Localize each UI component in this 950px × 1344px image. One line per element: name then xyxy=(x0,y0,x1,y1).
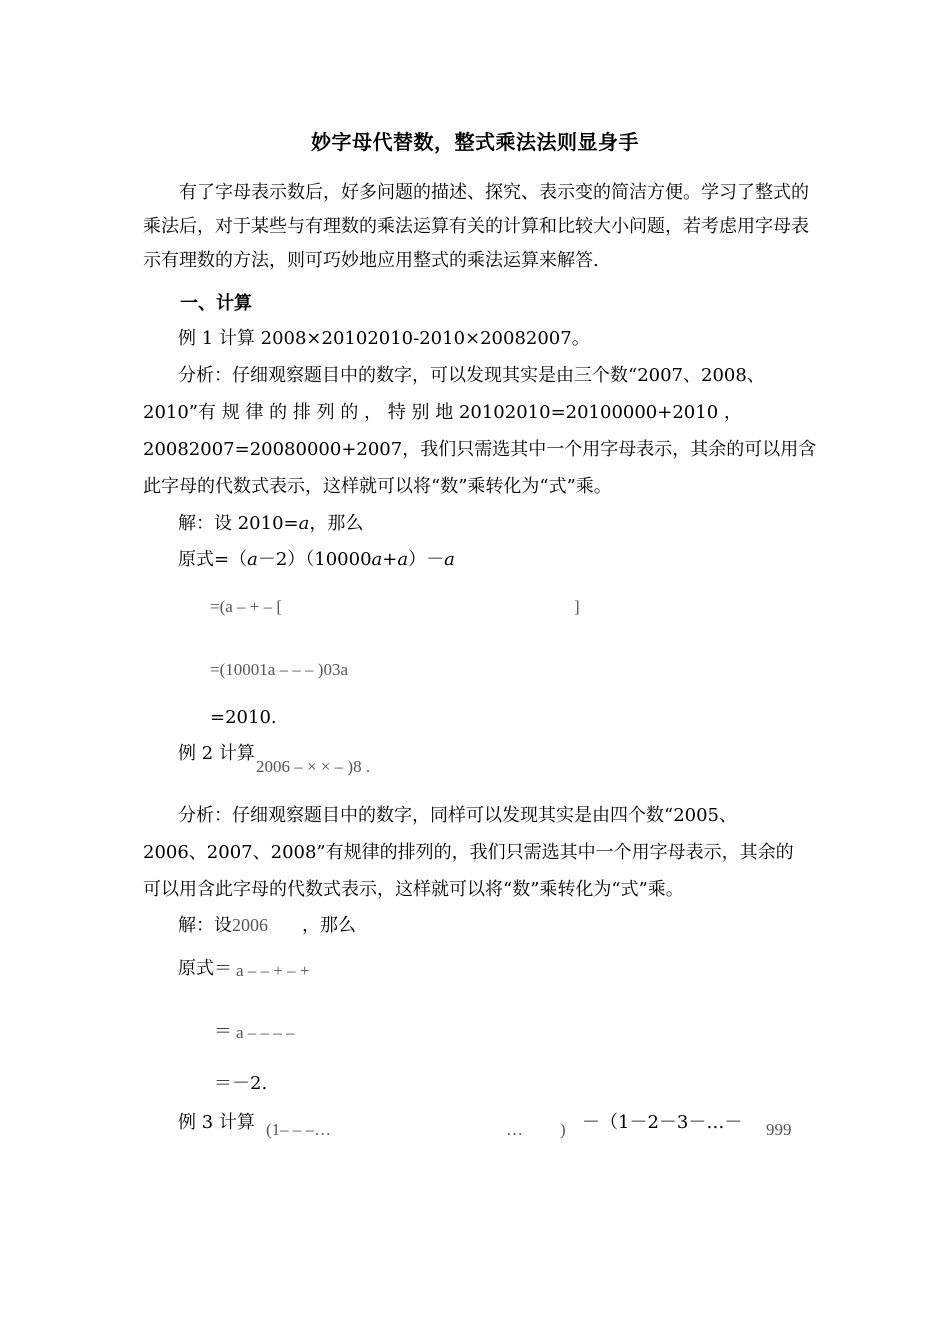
variable-a: a xyxy=(444,549,455,570)
solution-setup-suffix: ，那么 xyxy=(309,513,364,534)
example-2-solution-setup xyxy=(178,913,356,938)
example-2-step-1-formula: a – – – – xyxy=(236,1023,295,1042)
example-1-analysis-line-3: 20082007=20080000+2007，我们只需选其中一个用字母表示，其余的可以用含 xyxy=(143,439,817,460)
example-2-label: 例 2 计算 xyxy=(178,743,255,764)
variable-a: a xyxy=(397,549,409,570)
example-2-analysis-line-2: 2006、2007、2008”有规律的排列的，我们只需选其中一个用字母表示，其余的 xyxy=(143,842,794,863)
solution-setup-prefix: 解：设 2010= xyxy=(178,513,299,534)
example-3-label: 例 3 计算 xyxy=(178,1112,255,1133)
example-1-analysis-line-2: 2010”有 规 律 的 排 列 的 ， 特 别 地 20102010=20100000+2010 ， xyxy=(143,402,742,423)
example-2-analysis-line-3: 可以用含此字母的代数式表示，这样就可以将“数”乘转化为“式”乘。 xyxy=(143,879,684,900)
example-2-original-formula: a – – + – + xyxy=(236,961,310,980)
example-1-analysis-line-4: 此字母的代数式表示，这样就可以将“数”乘转化为“式”乘。 xyxy=(143,476,612,497)
example-2-analysis-line-1: 分析：仔细观察题目中的数字，同样可以发现其实是由四个数“2005、 xyxy=(178,805,738,826)
example-2-result: ＝－2. xyxy=(214,1073,268,1094)
expr-part: 原式=（ xyxy=(178,549,248,570)
variable-a: a xyxy=(247,549,258,570)
example-1-analysis-line-1: 分析：仔细观察题目中的数字，可以发现其实是由三个数“2007、2008、 xyxy=(178,365,765,386)
example-3-formula-part-c: ) xyxy=(560,1120,566,1139)
intro-paragraph: 有了字母表示数后，好多问题的描述、探究、表示变的简洁方便。学习了整式的乘法后，对于某些与有理数的乘法运算有关的计算和比较大小问题，若考虑用字母表示有理数的方法，则可巧妙地应用整式的乘法运算来解答. xyxy=(143,182,809,271)
example-3-tail-number: 999 xyxy=(766,1120,792,1139)
solution-setup-prefix: 解：设 xyxy=(178,915,232,936)
example-1-step-2: =(10001a – – – )03a xyxy=(210,660,349,679)
example-2-step-1-prefix: ＝ xyxy=(214,1021,232,1042)
example-1-solution-setup xyxy=(178,512,363,536)
variable-a: a xyxy=(298,513,310,534)
section-heading-calculation: 一、计算 xyxy=(180,293,252,314)
document-title: 妙字母代替数，整式乘法法则显身手 xyxy=(311,130,639,154)
expr-part: ）－ xyxy=(408,549,445,570)
solution-setup-suffix: ，那么 xyxy=(302,915,356,936)
expr-part: + xyxy=(382,549,398,570)
example-2-formula: 2006 – × × – )8 . xyxy=(256,757,371,776)
example-1-step-1: =(a – + – [ xyxy=(210,597,283,616)
example-1-original-expression xyxy=(178,548,455,572)
example-3-formula-part-b: … xyxy=(506,1120,523,1139)
example-1-label: 例 1 计算 2008×20102010-2010×20082007。 xyxy=(178,328,590,349)
example-3-tail: －（1－2－3－…－ xyxy=(582,1112,743,1133)
example-2-original-label: 原式＝ xyxy=(178,958,232,979)
expr-part: －2）（10000 xyxy=(257,549,372,570)
example-1-step-1-close-bracket: ] xyxy=(574,597,580,616)
solution-setup-formula: 2006 xyxy=(232,915,268,935)
example-1-result: =2010. xyxy=(210,707,277,728)
variable-a: a xyxy=(371,549,383,570)
example-3-formula-part-a: (1– – –… xyxy=(266,1120,332,1139)
